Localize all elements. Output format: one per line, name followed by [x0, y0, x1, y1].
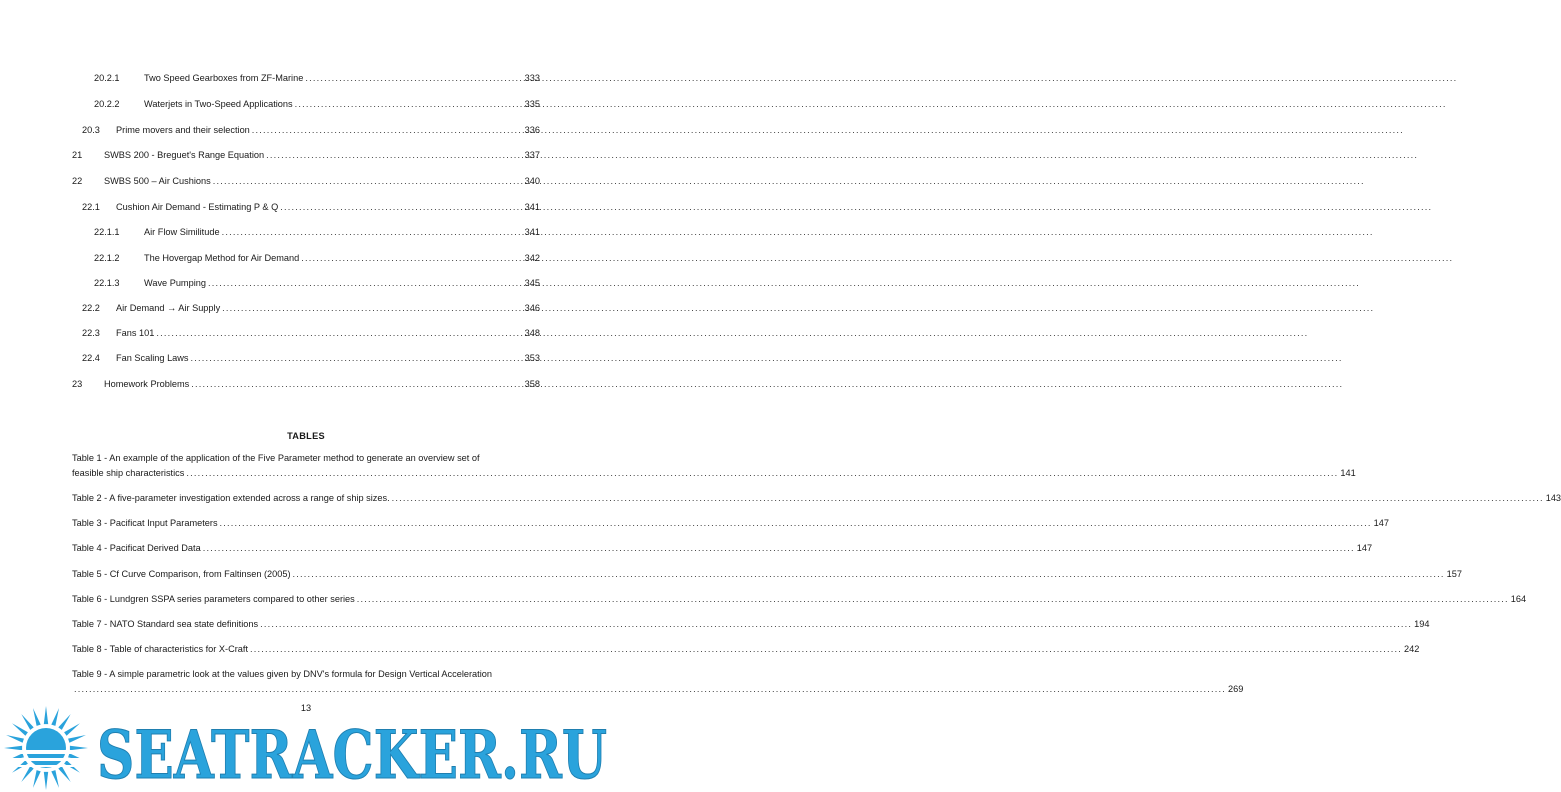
toc-entry-number: 20.3 — [82, 125, 100, 135]
page-number: 13 — [300, 703, 312, 713]
toc-entry-number: 22.3 — [82, 328, 100, 338]
toc-entry-title: Fan Scaling Laws ..... — [116, 352, 522, 365]
toc-entry-number: 22.4 — [82, 353, 100, 363]
toc-entry-page: 340 — [524, 176, 540, 186]
toc-entry-title: SWBS 200 - Breguet's Range Equation ..... — [104, 149, 522, 162]
toc-entry-title: Fans 101 ..... — [116, 327, 522, 340]
toc-entry-number: 22.1.1 — [94, 227, 120, 237]
toc-entry-title: Waterjets in Two-Speed Applications ..... — [144, 98, 522, 111]
table-entry[interactable] — [72, 451, 1356, 481]
table-entry[interactable] — [72, 567, 1462, 582]
toc-entry[interactable] — [0, 175, 612, 188]
toc-entry-page: 341 — [524, 202, 540, 212]
table-entry-title: Table 4 - Pacificat Derived Data — [72, 543, 201, 553]
table-entry[interactable] — [72, 516, 1389, 531]
table-entry-title: Table 7 - NATO Standard sea state definitions — [72, 619, 259, 629]
toc-entry[interactable] — [0, 378, 612, 391]
table-entry[interactable] — [72, 491, 1561, 506]
toc-entry[interactable] — [0, 226, 612, 239]
toc-entry[interactable] — [0, 302, 612, 315]
toc-entry-number: 22.1 — [82, 202, 100, 212]
watermark — [0, 690, 612, 792]
toc-entry-title: SWBS 500 – Air Cushions ..... — [104, 175, 522, 188]
table-entry-page: 269 — [1228, 684, 1244, 694]
toc-entry-page: 353 — [524, 353, 540, 363]
toc-entry-number: 22 — [72, 176, 83, 186]
table-entry-title: Table 2 - A five-parameter investigation extended across a range of ship sizes. — [72, 493, 390, 503]
toc-entry-title: Wave Pumping ..... — [144, 277, 522, 290]
table-entry[interactable] — [72, 541, 1373, 556]
toc-entry-page: 348 — [524, 328, 540, 338]
table-entry-title-cont: feasible ship characteristics — [72, 468, 185, 478]
tables-heading: TABLES — [287, 431, 325, 441]
toc-entry[interactable] — [0, 252, 612, 265]
table-entry-page: 164 — [1510, 594, 1527, 604]
toc-entry-title: The Hovergap Method for Air Demand ..... — [144, 252, 522, 265]
toc-entry-page: 335 — [524, 99, 540, 109]
toc-entry-number: 22.2 — [82, 303, 100, 313]
table-entry-page: 143 — [1545, 493, 1561, 503]
toc-entry[interactable] — [0, 327, 612, 340]
toc-entry-title: Homework Problems ..... — [104, 378, 522, 391]
toc-entry-number: 22.1.2 — [94, 253, 120, 263]
toc-entry-number: 20.2.1 — [94, 73, 120, 83]
toc-entry-number: 20.2.2 — [94, 99, 120, 109]
toc-entry-page: 345 — [524, 278, 540, 288]
table-entry-title: Table 9 - A simple parametric look at the values given by DNV's formula for Design Vertical Acceleration — [72, 669, 492, 679]
toc-entry[interactable] — [0, 201, 612, 214]
toc-entry-page: 341 — [524, 227, 540, 237]
table-entry[interactable] — [72, 592, 1527, 607]
table-entry-title: Table 1 - An example of the application of the Five Parameter method to generate an overview set of — [72, 453, 480, 463]
toc-entry-page: 346 — [524, 303, 540, 313]
toc-entry-title: Prime movers and their selection ..... — [116, 124, 522, 137]
table-entry-page: 141 — [1340, 468, 1356, 478]
table-entry-page: 242 — [1404, 644, 1420, 654]
table-entry-title: Table 6 - Lundgren SSPA series parameters compared to other series — [72, 594, 355, 604]
table-entry-page: 157 — [1446, 569, 1462, 579]
toc-entry[interactable] — [0, 352, 612, 365]
toc-entry-page: 337 — [524, 150, 540, 160]
toc-entry[interactable] — [0, 277, 612, 290]
table-entry-title: Table 5 - Cf Curve Comparison, from Faltinsen (2005) — [72, 569, 291, 579]
table-entry-page: 194 — [1414, 619, 1430, 629]
toc-entry-title: Two Speed Gearboxes from ZF-Marine ..... — [144, 72, 522, 85]
table-entry-title: Table 3 - Pacificat Input Parameters — [72, 518, 218, 528]
toc-entry-number: 22.1.3 — [94, 278, 120, 288]
sun-icon — [0, 706, 95, 790]
toc-entry-number: 23 — [72, 379, 83, 389]
table-entry[interactable] — [72, 642, 1420, 657]
watermark-text: SEATRACKER.RU — [97, 716, 607, 792]
toc-entry-page: 342 — [524, 253, 540, 263]
toc-entry-title: Air Flow Similitude ..... — [144, 226, 522, 239]
table-entry-title: Table 8 - Table of characteristics for X-Craft — [72, 644, 248, 654]
toc-entry-page: 336 — [524, 125, 540, 135]
toc-entry[interactable] — [0, 149, 612, 162]
toc-entry-page: 333 — [524, 73, 540, 83]
table-entry-page: 147 — [1373, 518, 1389, 528]
toc-entry-title: Cushion Air Demand - Estimating P & Q ..... — [116, 201, 522, 214]
toc-entry[interactable] — [0, 72, 612, 85]
toc-entry[interactable] — [0, 98, 612, 111]
toc-entry-title: Air Demand → Air Supply ..... — [116, 302, 522, 315]
toc-entry-page: 358 — [524, 379, 540, 389]
toc-entry[interactable] — [0, 124, 612, 137]
table-entry[interactable] — [72, 617, 1430, 632]
table-entry-page: 147 — [1356, 543, 1373, 553]
toc-entry-number: 21 — [72, 150, 83, 160]
